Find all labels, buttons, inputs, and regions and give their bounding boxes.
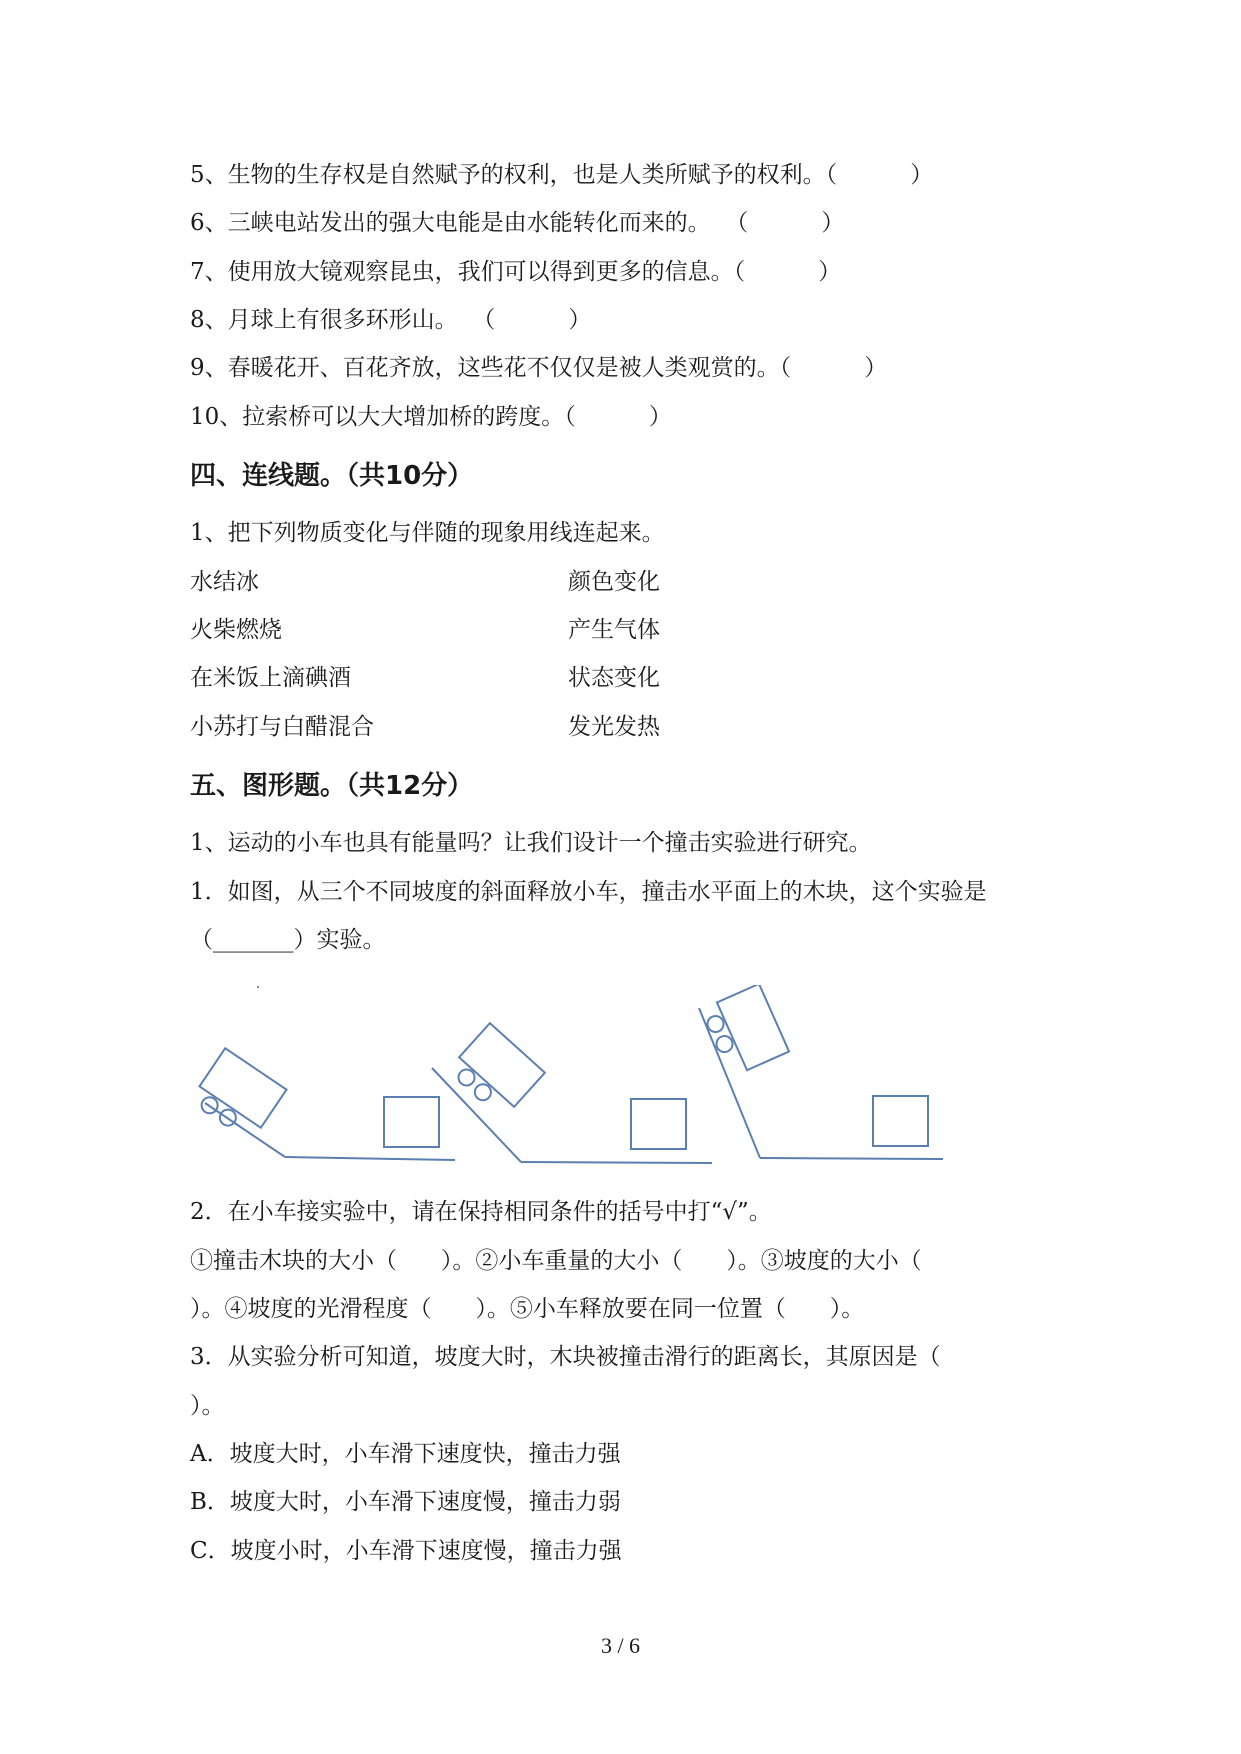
match-left-2: 火柴燃烧 bbox=[190, 617, 282, 643]
judge-item-10: 10、拉索桥可以大大增加桥的跨度。（ ） bbox=[190, 404, 672, 430]
match-right-2: 产生气体 bbox=[568, 617, 660, 643]
q2-line1: 2．在小车接实验中，请在保持相同条件的括号中打“√”。 bbox=[190, 1199, 772, 1225]
q1-line2: （_______）实验。 bbox=[190, 927, 386, 953]
match-left-4: 小苏打与白醋混合 bbox=[190, 714, 374, 740]
section5-intro: 1、运动的小车也具有能量吗？让我们设计一个撞击实验进行研究。 bbox=[190, 830, 872, 856]
q2-line3: ）。④坡度的光滑程度（ ）。⑤小车释放要在同一位置（ ）。 bbox=[190, 1296, 865, 1322]
match-right-3: 状态变化 bbox=[568, 665, 660, 691]
ramp-2 bbox=[432, 1068, 521, 1162]
block-2 bbox=[631, 1099, 686, 1149]
section4-question: 1、把下列物质变化与伴随的现象用线连起来。 bbox=[190, 520, 665, 546]
stray-dot bbox=[257, 986, 259, 988]
cart-2 bbox=[447, 1023, 545, 1120]
q3-line2: ）。 bbox=[190, 1393, 225, 1419]
judge-item-8: 8、月球上有很多环形山。 （ ） bbox=[190, 307, 592, 333]
floor-1 bbox=[285, 1157, 455, 1160]
floor-2 bbox=[521, 1162, 712, 1163]
section4-heading: 四、连线题。（共10分） bbox=[190, 461, 474, 491]
match-right-4: 发光发热 bbox=[568, 714, 660, 740]
q3-line1: 3．从实验分析可知道，坡度大时，木块被撞击滑行的距离长，其原因是（ bbox=[190, 1344, 941, 1370]
match-left-1: 水结冰 bbox=[190, 569, 259, 595]
match-left-3: 在米饭上滴碘酒 bbox=[190, 665, 351, 691]
floor-3 bbox=[760, 1158, 943, 1159]
option-c: C．坡度小时，小车滑下速度慢，撞击力强 bbox=[190, 1538, 622, 1564]
judge-item-6: 6、三峡电站发出的强大电能是由水能转化而来的。 （ ） bbox=[190, 210, 845, 236]
q2-line2: ①撞击木块的大小（ ）。②小车重量的大小（ ）。③坡度的大小（ bbox=[190, 1248, 922, 1274]
option-a: A．坡度大时，小车滑下速度快，撞击力强 bbox=[190, 1441, 621, 1467]
q1-line1: 1．如图，从三个不同坡度的斜面释放小车，撞击水平面上的木块，这个实验是 bbox=[190, 879, 987, 905]
match-right-1: 颜色变化 bbox=[568, 569, 660, 595]
section5-heading: 五、图形题。（共12分） bbox=[190, 771, 474, 801]
judge-item-7: 7、使用放大镜观察昆虫，我们可以得到更多的信息。（ ） bbox=[190, 259, 842, 285]
block-1 bbox=[384, 1097, 439, 1147]
block-3 bbox=[873, 1096, 928, 1146]
cart-1 bbox=[190, 1048, 287, 1142]
judge-item-5: 5、生物的生存权是自然赋予的权利，也是人类所赋予的权利。（ ） bbox=[190, 162, 934, 188]
option-b: B．坡度大时，小车滑下速度慢，撞击力弱 bbox=[190, 1489, 621, 1515]
cart-3 bbox=[700, 985, 789, 1077]
ramp-cart-diagram bbox=[190, 985, 950, 1185]
page-number: 3 / 6 bbox=[600, 1633, 641, 1658]
judge-item-9: 9、春暖花开、百花齐放，这些花不仅仅是被人类观赏的。（ ） bbox=[190, 355, 888, 381]
